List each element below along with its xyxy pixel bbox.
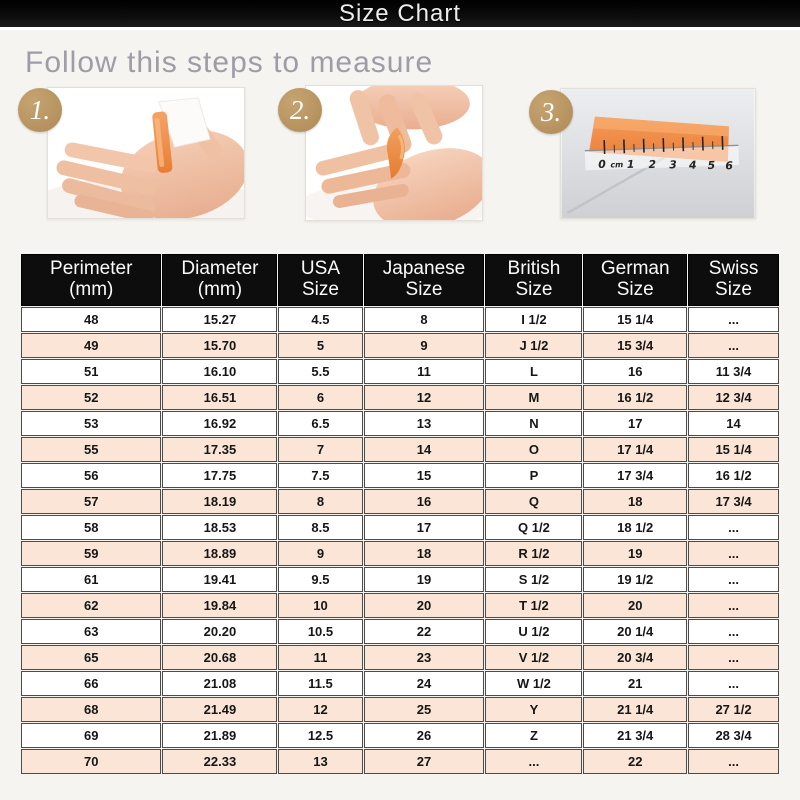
table-cell: 15 1/4 — [688, 437, 779, 462]
table-cell: U 1/2 — [485, 619, 582, 644]
table-cell: 20 — [583, 593, 687, 618]
table-cell: ... — [688, 515, 779, 540]
step-1-number-badge — [18, 88, 62, 132]
ruler-label: 6 — [725, 159, 734, 173]
table-cell: N — [485, 411, 582, 436]
table-cell: 16 — [364, 489, 485, 514]
table-cell: ... — [688, 593, 779, 618]
table-cell: 27 1/2 — [688, 697, 779, 722]
table-cell: 15.70 — [162, 333, 277, 358]
table-row — [21, 411, 779, 436]
table-cell: 15.27 — [162, 307, 277, 332]
table-cell: 26 — [364, 723, 485, 748]
table-cell: 65 — [21, 645, 161, 670]
table-cell: 15 — [364, 463, 485, 488]
table-cell: 12.5 — [278, 723, 362, 748]
table-cell: 6.5 — [278, 411, 362, 436]
step-3-number-badge — [529, 90, 573, 134]
column-header: Japanese Size — [364, 254, 485, 306]
ruler-label: 2 — [648, 157, 657, 172]
table-cell: 4.5 — [278, 307, 362, 332]
table-cell: ... — [688, 333, 779, 358]
table-cell: 68 — [21, 697, 161, 722]
measure-instructions-heading: Follow this steps to measure — [25, 46, 434, 79]
ruler-label: 5 — [707, 158, 716, 173]
table-cell: 16 1/2 — [688, 463, 779, 488]
table-cell: 22 — [583, 749, 687, 774]
table-cell: O — [485, 437, 582, 462]
step-3-photo — [560, 88, 756, 219]
table-cell: 20 — [364, 593, 485, 618]
table-cell: 18 — [583, 489, 687, 514]
table-cell: 24 — [364, 671, 485, 696]
table-cell: 8 — [278, 489, 362, 514]
table-cell: 18 1/2 — [583, 515, 687, 540]
table-row — [21, 723, 779, 748]
table-cell: 12 — [278, 697, 362, 722]
table-cell: T 1/2 — [485, 593, 582, 618]
table-cell: 70 — [21, 749, 161, 774]
table-cell: S 1/2 — [485, 567, 582, 592]
table-cell: 21.08 — [162, 671, 277, 696]
table-cell: 51 — [21, 359, 161, 384]
table-cell: 15 3/4 — [583, 333, 687, 358]
table-cell: 53 — [21, 411, 161, 436]
table-cell: 17 3/4 — [688, 489, 779, 514]
table-cell: 5 — [278, 333, 362, 358]
table-cell: 62 — [21, 593, 161, 618]
step-1-photo — [47, 87, 245, 219]
table-cell: 21.49 — [162, 697, 277, 722]
table-row — [21, 671, 779, 696]
table-cell: 13 — [278, 749, 362, 774]
column-header: German Size — [583, 254, 687, 306]
table-row — [21, 333, 779, 358]
table-cell: 28 3/4 — [688, 723, 779, 748]
table-cell: ... — [688, 645, 779, 670]
table-cell: ... — [688, 567, 779, 592]
table-cell: M — [485, 385, 582, 410]
step-2-photo — [305, 85, 483, 221]
table-header — [21, 254, 779, 306]
table-row — [21, 437, 779, 462]
column-header: British Size — [485, 254, 582, 306]
table-cell: 22 — [364, 619, 485, 644]
table-cell: 20.20 — [162, 619, 277, 644]
wrapping-ribbon-icon — [306, 86, 482, 220]
table-cell: V 1/2 — [485, 645, 582, 670]
table-row — [21, 697, 779, 722]
table-cell: Y — [485, 697, 582, 722]
table-cell: 13 — [364, 411, 485, 436]
table-cell: 17 — [583, 411, 687, 436]
table-cell: 14 — [688, 411, 779, 436]
table-cell: 7.5 — [278, 463, 362, 488]
table-row — [21, 593, 779, 618]
table-cell: P — [485, 463, 582, 488]
table-row — [21, 489, 779, 514]
table-cell: 12 3/4 — [688, 385, 779, 410]
hand-with-ribbon-icon — [48, 88, 244, 218]
table-cell: ... — [485, 749, 582, 774]
table-cell: 18.53 — [162, 515, 277, 540]
table-cell: 16.92 — [162, 411, 277, 436]
table-cell: 63 — [21, 619, 161, 644]
table-cell: 10 — [278, 593, 362, 618]
table-cell: 18.19 — [162, 489, 277, 514]
table-cell: 5.5 — [278, 359, 362, 384]
table-cell: 21 3/4 — [583, 723, 687, 748]
table-cell: Z — [485, 723, 582, 748]
table-cell: 15 1/4 — [583, 307, 687, 332]
table-cell: 10.5 — [278, 619, 362, 644]
table-row — [21, 541, 779, 566]
table-cell: 11 — [278, 645, 362, 670]
table-cell: 18.89 — [162, 541, 277, 566]
table-cell: Q 1/2 — [485, 515, 582, 540]
table-cell: 11 — [364, 359, 485, 384]
table-cell: 9.5 — [278, 567, 362, 592]
ruler-measure-icon — [561, 89, 755, 218]
ruler-label: 1 — [626, 157, 635, 171]
table-cell: 20 1/4 — [583, 619, 687, 644]
table-cell: 12 — [364, 385, 485, 410]
table-cell: 16.51 — [162, 385, 277, 410]
step-2-number: 2. — [289, 94, 311, 125]
table-cell: ... — [688, 671, 779, 696]
table-cell: 16 — [583, 359, 687, 384]
table-cell: 17 — [364, 515, 485, 540]
table-cell: 19.41 — [162, 567, 277, 592]
ruler-label: cm — [610, 160, 624, 170]
table-cell: ... — [688, 619, 779, 644]
table-cell: I 1/2 — [485, 307, 582, 332]
table-row — [21, 567, 779, 592]
table-cell: 9 — [278, 541, 362, 566]
table-cell: 27 — [364, 749, 485, 774]
table-row — [21, 645, 779, 670]
table-cell: 22.33 — [162, 749, 277, 774]
table-cell: 57 — [21, 489, 161, 514]
table-cell: 16.10 — [162, 359, 277, 384]
table-cell: 18 — [364, 541, 485, 566]
table-cell: 56 — [21, 463, 161, 488]
table-cell: 59 — [21, 541, 161, 566]
table-cell: 9 — [364, 333, 485, 358]
ruler-label: 3 — [669, 158, 678, 172]
table-cell: 19 — [364, 567, 485, 592]
ring-size-table — [20, 253, 780, 775]
table-cell: 21 1/4 — [583, 697, 687, 722]
step-1-number: 1. — [29, 94, 51, 125]
table-cell: 19 — [583, 541, 687, 566]
title-bar — [0, 0, 800, 30]
table-cell: 61 — [21, 567, 161, 592]
table-cell: 17 1/4 — [583, 437, 687, 462]
table-cell: 8.5 — [278, 515, 362, 540]
table-cell: 8 — [364, 307, 485, 332]
table-cell: 6 — [278, 385, 362, 410]
table-cell: 11 3/4 — [688, 359, 779, 384]
table-cell: 14 — [364, 437, 485, 462]
table-cell: W 1/2 — [485, 671, 582, 696]
step-2-number-badge — [278, 88, 322, 132]
table-cell: 25 — [364, 697, 485, 722]
table-row — [21, 619, 779, 644]
page-title: Size Chart — [338, 0, 462, 27]
table-cell: 17.75 — [162, 463, 277, 488]
table-cell: J 1/2 — [485, 333, 582, 358]
table-row — [21, 463, 779, 488]
table-cell: 49 — [21, 333, 161, 358]
ruler-label: 4 — [688, 158, 697, 172]
table-cell: 7 — [278, 437, 362, 462]
table-cell: 20 3/4 — [583, 645, 687, 670]
measure-steps-row — [0, 80, 800, 253]
table-row — [21, 749, 779, 774]
table-cell: 69 — [21, 723, 161, 748]
step-3-number: 3. — [540, 96, 562, 127]
ruler-label: 0 — [598, 157, 607, 171]
column-header: Perimeter (mm) — [21, 254, 161, 306]
table-cell: 66 — [21, 671, 161, 696]
table-cell: 48 — [21, 307, 161, 332]
column-header: USA Size — [278, 254, 362, 306]
table-cell: 23 — [364, 645, 485, 670]
column-header: Diameter (mm) — [162, 254, 277, 306]
size-table-section — [20, 253, 780, 775]
table-cell: 17.35 — [162, 437, 277, 462]
table-row — [21, 515, 779, 540]
table-cell: 17 3/4 — [583, 463, 687, 488]
table-cell: 21 — [583, 671, 687, 696]
table-cell: 11.5 — [278, 671, 362, 696]
table-row — [21, 385, 779, 410]
table-cell: L — [485, 359, 582, 384]
table-row — [21, 307, 779, 332]
table-cell: 55 — [21, 437, 161, 462]
table-row — [21, 359, 779, 384]
table-cell: 16 1/2 — [583, 385, 687, 410]
table-cell: 19 1/2 — [583, 567, 687, 592]
column-header: Swiss Size — [688, 254, 779, 306]
table-cell: 52 — [21, 385, 161, 410]
table-cell: 58 — [21, 515, 161, 540]
table-cell: R 1/2 — [485, 541, 582, 566]
table-cell: 20.68 — [162, 645, 277, 670]
table-cell: ... — [688, 749, 779, 774]
table-cell: 21.89 — [162, 723, 277, 748]
table-cell: ... — [688, 541, 779, 566]
table-cell: 19.84 — [162, 593, 277, 618]
table-cell: Q — [485, 489, 582, 514]
table-cell: ... — [688, 307, 779, 332]
